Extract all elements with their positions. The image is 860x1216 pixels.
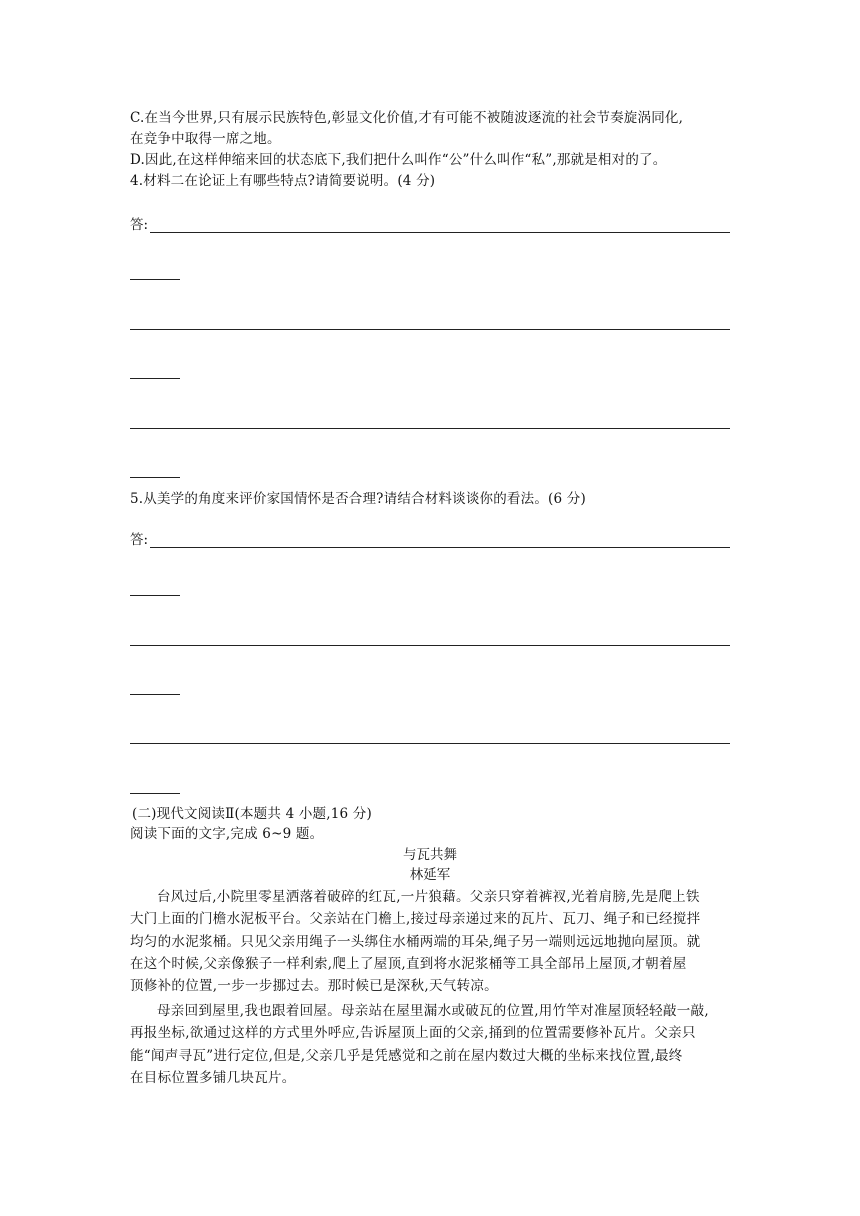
paragraph-line: 台风过后,小院里零星洒落着破碎的红瓦,一片狼藉。父亲只穿着裤衩,光着肩膀,先是爬上铁: [157, 889, 700, 905]
question-4-text: 4.材料二在论证上有哪些特点?请简要说明。(4 分): [130, 173, 436, 189]
paragraph-line: 在目标位置多铺几块瓦片。: [130, 1069, 296, 1086]
answer-line[interactable]: [130, 329, 730, 330]
section-heading: (二)现代文阅读Ⅱ(本题共 4 小题,16 分): [132, 806, 372, 822]
paragraph-line: 顶修补的位置,一步一步挪过去。那时候已是深秋,天气转凉。: [130, 978, 498, 995]
question-4-answer-row[interactable]: [130, 215, 730, 235]
question-5-text: 5.从美学的角度来评价家国情怀是否合理?请结合材料谈谈你的看法。(6 分): [130, 491, 586, 507]
answer-line-short[interactable]: [130, 477, 180, 478]
answer-line-short[interactable]: [130, 694, 180, 695]
answer-line[interactable]: [150, 232, 730, 233]
answer-line[interactable]: [130, 428, 730, 429]
answer-line-short[interactable]: [130, 378, 180, 379]
answer-line[interactable]: [130, 645, 730, 646]
paragraph-line: 母亲回到屋里,我也跟着回屋。母亲站在屋里漏水或破瓦的位置,用竹竿对准屋顶轻轻敲一敲,: [157, 1003, 709, 1019]
article-paragraph-2: [130, 1000, 730, 1089]
option-d-line: D.因此,在这样伸缩来回的状态底下,我们把什么叫作“公”什么叫作“私”,那就是相对的了。: [130, 152, 667, 168]
paragraph-line: 能“闻声寻瓦”进行定位,但是,父亲几乎是凭感觉和之前在屋内数过大概的坐标来找位置,最终: [130, 1047, 683, 1064]
question-5-answer-row[interactable]: [130, 530, 730, 550]
option-c-line-2: 在竞争中取得一席之地。: [130, 131, 281, 147]
paragraph-line: 大门上面的门檐水泥板平台。父亲站在门檐上,接过母亲递过来的瓦片、瓦刀、绳子和已经搅拌: [130, 911, 701, 928]
paragraph-line: 在这个时候,父亲像猴子一样利索,爬上了屋顶,直到将水泥浆桶等工具全部吊上屋顶,才朝着屋: [130, 955, 687, 972]
answer-line[interactable]: [150, 547, 730, 548]
answer-label: 答:: [130, 532, 149, 548]
answer-line-short[interactable]: [130, 595, 180, 596]
article-title: 与瓦共舞: [403, 847, 457, 863]
article-author: 林延军: [409, 867, 451, 883]
answer-line-short[interactable]: [130, 279, 180, 280]
answer-label: 答:: [130, 217, 149, 233]
section-instruction: 阅读下面的文字,完成 6~9 题。: [130, 826, 324, 842]
answer-line-short[interactable]: [130, 793, 180, 794]
answer-line[interactable]: [130, 743, 730, 744]
paragraph-line: 再报坐标,欲通过这样的方式里外呼应,告诉屋顶上面的父亲,捅到的位置需要修补瓦片。父亲只: [130, 1025, 696, 1042]
paragraph-line: 均匀的水泥浆桶。只见父亲用绳子一头绑住水桶两端的耳朵,绳子另一端则远远地抛向屋顶。就: [130, 933, 701, 950]
option-c-line-1: C.在当今世界,只有展示民族特色,彰显文化价值,才有可能不被随波逐流的社会节奏旋涡同化,: [130, 110, 684, 126]
article-paragraph-1: [130, 886, 730, 997]
